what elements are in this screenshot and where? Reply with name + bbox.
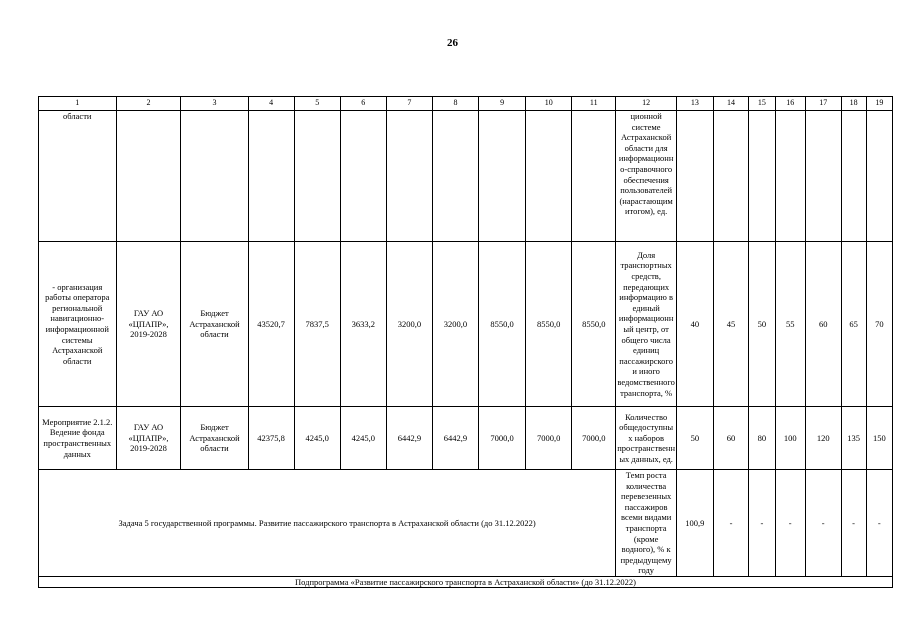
column-header: 3 xyxy=(181,97,248,111)
amount-cell: 8550,0 xyxy=(572,242,616,407)
target-value-cell: 120 xyxy=(805,407,841,470)
source-cell: Бюджет Астраханской области xyxy=(181,242,248,407)
executor-cell: ГАУ АО «ЦПАПР», 2019-2028 xyxy=(116,407,181,470)
target-value-cell: 60 xyxy=(713,407,749,470)
target-value-cell: 80 xyxy=(749,407,775,470)
amount-cell: 8550,0 xyxy=(479,242,526,407)
amount-cell: 7000,0 xyxy=(526,407,572,470)
column-header: 13 xyxy=(677,97,714,111)
column-header: 4 xyxy=(248,97,294,111)
amount-cell: 3200,0 xyxy=(386,242,432,407)
task-title-cell: Задача 5 государственной программы. Развитие пассажирского транспорта в Астраханской области (до 31.12.2022) xyxy=(39,470,616,577)
table-cell xyxy=(526,111,572,242)
table-row xyxy=(39,470,893,577)
target-value-cell: 70 xyxy=(866,242,892,407)
amount-cell: 7837,5 xyxy=(294,242,340,407)
amount-cell: 8550,0 xyxy=(526,242,572,407)
table-cell xyxy=(294,111,340,242)
column-header: 14 xyxy=(713,97,749,111)
target-value-cell: 60 xyxy=(805,242,841,407)
target-value-cell: - xyxy=(775,470,805,577)
amount-cell: 6442,9 xyxy=(386,407,432,470)
table-cell: области xyxy=(39,111,117,242)
table-cell xyxy=(775,111,805,242)
column-header: 7 xyxy=(386,97,432,111)
source-cell: Бюджет Астраханской области xyxy=(181,407,248,470)
column-header: 11 xyxy=(572,97,616,111)
column-header: 15 xyxy=(749,97,775,111)
activity-cell: Мероприятие 2.1.2. Ведение фонда пространственных данных xyxy=(39,407,117,470)
amount-cell: 3200,0 xyxy=(432,242,478,407)
indicator-cell: Доля транспортных средств, передающих информацию в единый информационный центр, от общего числа единиц пассажирского и иного ведомственного транспорта, % xyxy=(616,242,677,407)
table-row xyxy=(39,576,893,587)
indicator-cell: Темп роста количества перевезенных пассажиров всеми видами транспорта (кроме водного), % к предыдущему году xyxy=(616,470,677,577)
target-value-cell: 135 xyxy=(841,407,866,470)
activity-cell: - организация работы оператора региональной навигационно-информационной системы Астраханской области xyxy=(39,242,117,407)
table-cell xyxy=(866,111,892,242)
amount-cell: 7000,0 xyxy=(479,407,526,470)
target-value-cell: 50 xyxy=(749,242,775,407)
table-cell xyxy=(116,111,181,242)
table-cell xyxy=(677,111,714,242)
table-row xyxy=(39,111,893,242)
target-value-cell: 100 xyxy=(775,407,805,470)
target-value-cell: 150 xyxy=(866,407,892,470)
table-header-row xyxy=(39,97,893,111)
target-value-cell: - xyxy=(841,470,866,577)
table-cell xyxy=(841,111,866,242)
column-header: 2 xyxy=(116,97,181,111)
target-value-cell: 65 xyxy=(841,242,866,407)
table-cell xyxy=(248,111,294,242)
column-header: 10 xyxy=(526,97,572,111)
amount-cell: 7000,0 xyxy=(572,407,616,470)
program-table xyxy=(38,96,893,588)
table-cell xyxy=(386,111,432,242)
target-value-cell: 40 xyxy=(677,242,714,407)
indicator-cell: ционной системе Астраханской области для информационно-справочного обеспечения пользователей (нарастающим итогом), ед. xyxy=(616,111,677,242)
target-value-cell: 45 xyxy=(713,242,749,407)
amount-cell: 3633,2 xyxy=(340,242,386,407)
target-value-cell: - xyxy=(749,470,775,577)
executor-cell: ГАУ АО «ЦПАПР», 2019-2028 xyxy=(116,242,181,407)
column-header: 18 xyxy=(841,97,866,111)
column-header: 16 xyxy=(775,97,805,111)
table-cell xyxy=(713,111,749,242)
column-header: 9 xyxy=(479,97,526,111)
amount-cell: 43520,7 xyxy=(248,242,294,407)
target-value-cell: - xyxy=(805,470,841,577)
target-value-cell: 100,9 xyxy=(677,470,714,577)
column-header: 19 xyxy=(866,97,892,111)
target-value-cell: 55 xyxy=(775,242,805,407)
column-header: 6 xyxy=(340,97,386,111)
table-cell xyxy=(181,111,248,242)
table-cell xyxy=(479,111,526,242)
subprogram-title-cell: Подпрограмма «Развитие пассажирского транспорта в Астраханской области» (до 31.12.2022) xyxy=(39,576,893,587)
target-value-cell: 50 xyxy=(677,407,714,470)
table-cell xyxy=(340,111,386,242)
amount-cell: 4245,0 xyxy=(294,407,340,470)
table-cell xyxy=(432,111,478,242)
indicator-cell: Количество общедоступных наборов пространственных данных, ед. xyxy=(616,407,677,470)
column-header: 12 xyxy=(616,97,677,111)
target-value-cell: - xyxy=(713,470,749,577)
table-cell xyxy=(805,111,841,242)
column-header: 8 xyxy=(432,97,478,111)
table-cell xyxy=(749,111,775,242)
target-value-cell: - xyxy=(866,470,892,577)
column-header: 1 xyxy=(39,97,117,111)
amount-cell: 4245,0 xyxy=(340,407,386,470)
table-cell xyxy=(572,111,616,242)
table-row xyxy=(39,242,893,407)
column-header: 5 xyxy=(294,97,340,111)
table-row xyxy=(39,407,893,470)
column-header: 17 xyxy=(805,97,841,111)
amount-cell: 6442,9 xyxy=(432,407,478,470)
page-number: 26 xyxy=(447,37,458,49)
amount-cell: 42375,8 xyxy=(248,407,294,470)
